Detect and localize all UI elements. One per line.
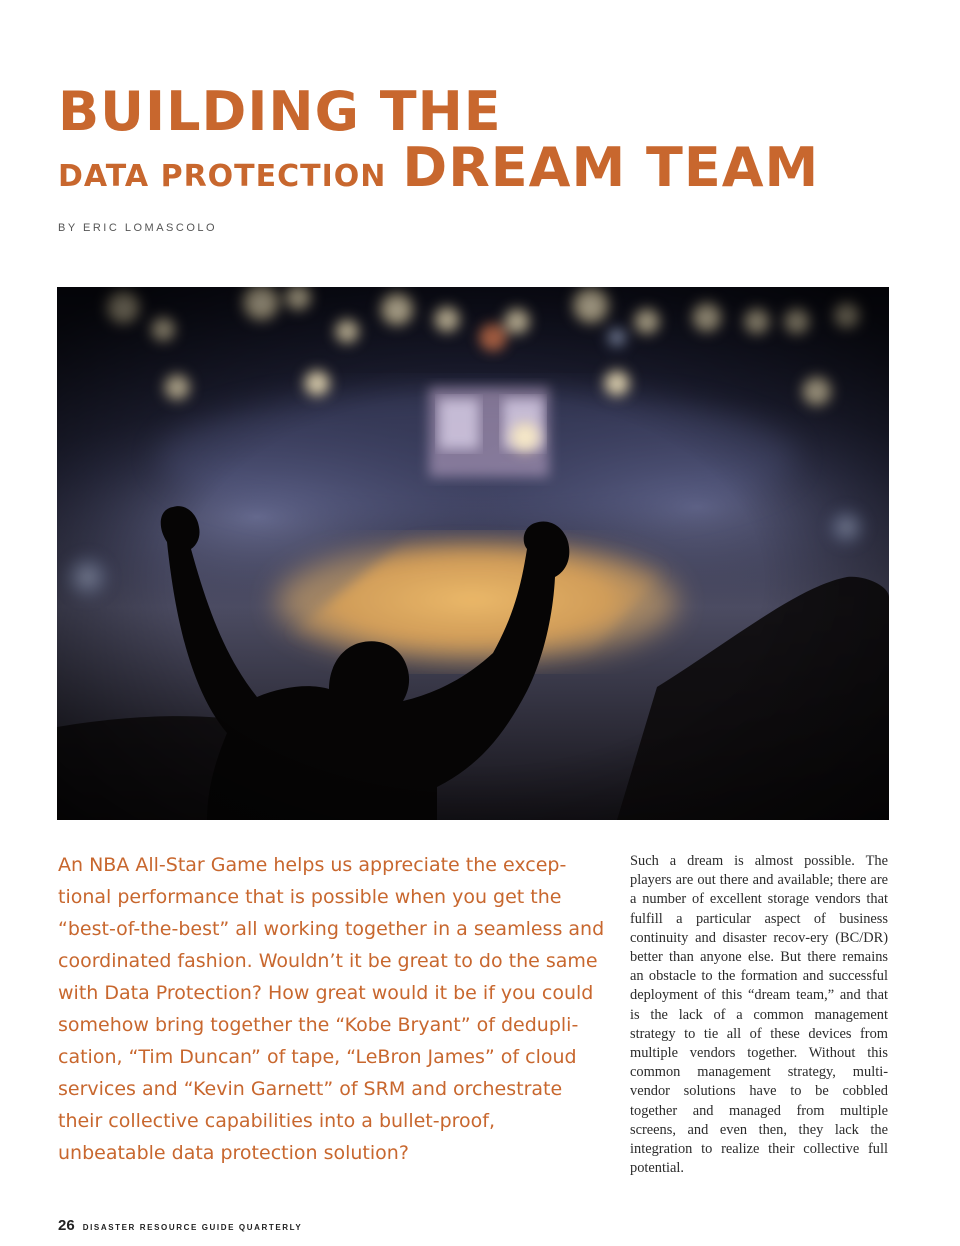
title-line-1: BUILDING THE <box>58 80 502 143</box>
page-footer <box>58 1217 302 1235</box>
title-subhead: DATA PROTECTION <box>58 159 387 194</box>
byline: BY ERIC LOMASCOLO <box>58 222 218 234</box>
page-number: 26 <box>58 1217 75 1234</box>
arena-scene-image <box>57 287 889 820</box>
lead-paragraph: An NBA All-Star Game helps us appreciate the excep-tional performance that is possible when you get the “best-of-the-best” all working together in a seamless and coordinated fashion. Wouldn’t it be great to do the same with Data Protection? How great would it be if you could somehow bring together the “Kobe Bryant” of dedupli-cation, “Tim Duncan” of tape, “LeBron James” of cloud services and “Kevin Garnett” of SRM and orchestrate their collective capabilities into a bullet-proof, unbeatable data protection solution? <box>58 854 605 1164</box>
hero-photo <box>57 287 889 820</box>
title-line-2 <box>58 136 819 199</box>
title-main: DREAM TEAM <box>402 136 820 199</box>
publication-name: DISASTER RESOURCE GUIDE QUARTERLY <box>82 1223 303 1232</box>
body-text: Such a dream is almost possible. The players are out there and available; there are a number of excellent storage vendors that fulfill a particular aspect of business continuity and disaster recov-ery (BC/DR) better than anyone else. But there remains an obstacle to the formation and successful deployment of this “dream team,” and that is the lack of a common management strategy to tie all of these devices from multiple vendors together. Without this common management strategy, multi-vendor solutions have to be cobbled together and managed from multiple screens, and even then, they lack the integration to realize their collective full potential. <box>630 853 888 1177</box>
